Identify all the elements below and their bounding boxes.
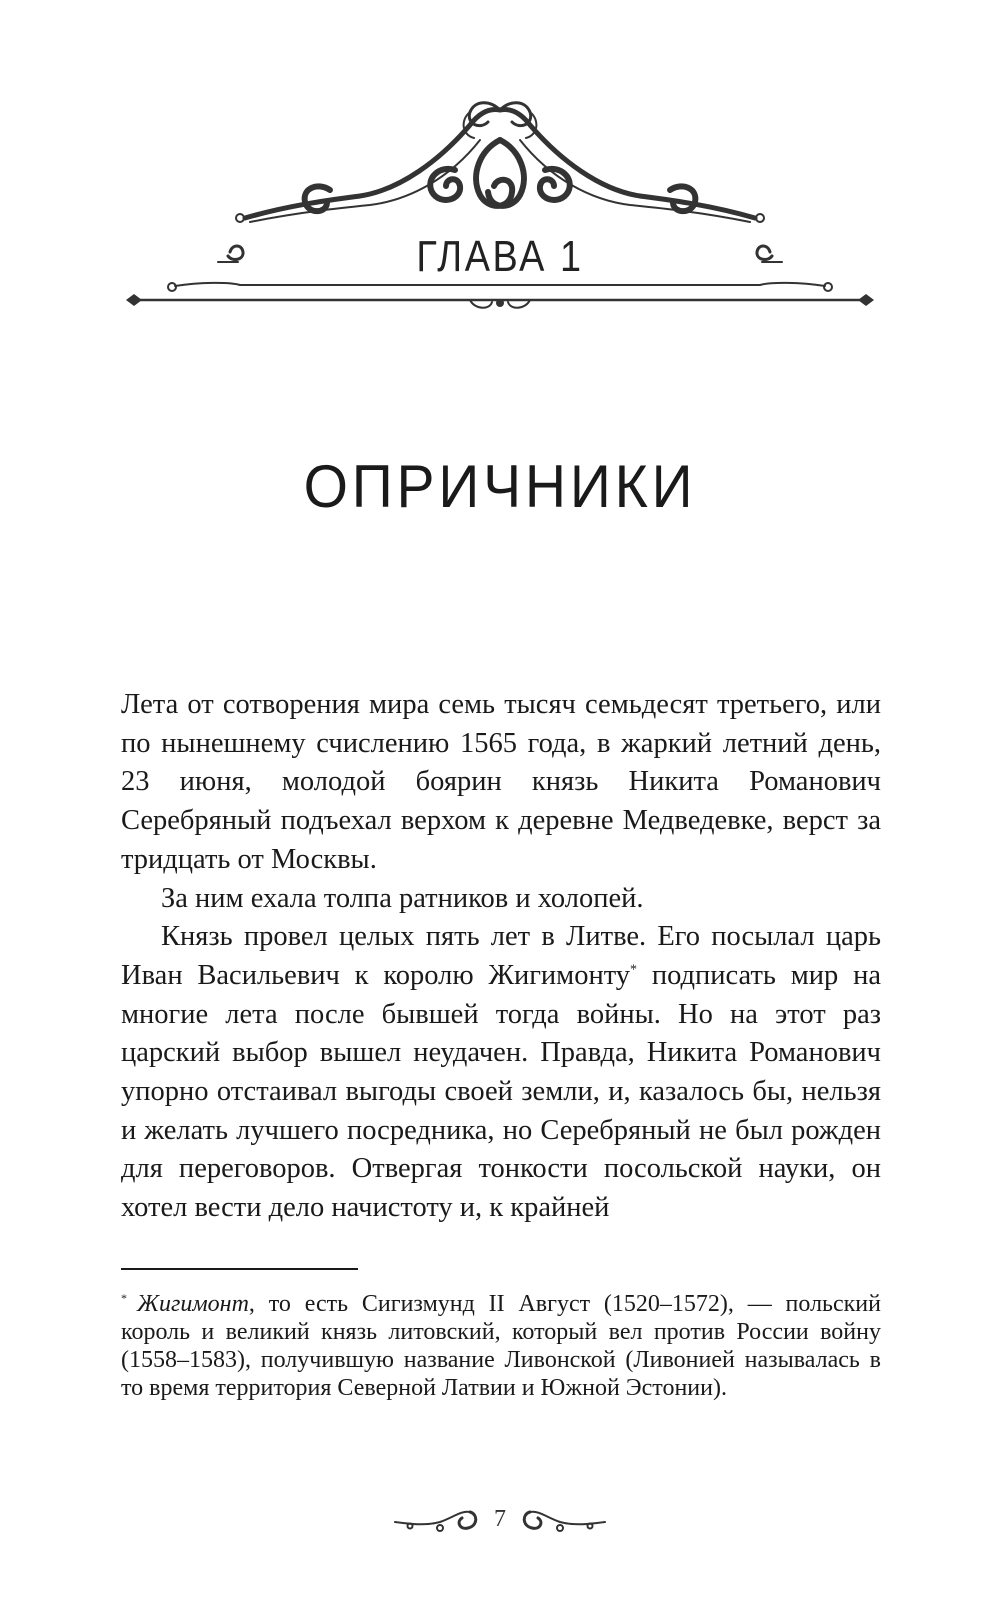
chapter-ornament-frame [0, 0, 1000, 340]
footnote [121, 1290, 881, 1402]
paragraph-2: За ним ехала толпа ратников и холопей. [161, 882, 644, 914]
paragraph-3-part-1: Князь провел целых пять лет в Литве. Его посылал царь Иван Васильевич к королю Жигимонту [121, 921, 881, 991]
body-text [121, 686, 881, 1228]
paragraph-3-part-2: подписать мир на многие лета после бывшей тогда войны. Но на этот раз царский выбор вышел неудачен. Правда, Никита Романович упорно отстаивал выгоды своей земли, и, казалось бы, нельзя и желать лучшего посредника, но Серебряный не был рожден для переговоров. Отвергая тонкости посольской науки, он хотел вести дело начистоту и, к крайней [121, 959, 881, 1224]
paragraph-3 [121, 918, 881, 1228]
footnote-divider [121, 1268, 358, 1270]
footnote-text: , то есть Сигизмунд II Август (1520–1572), — польский король и великий князь литовский, который вел против России войну (1558–1583), получившую название Ливонской (Ливонией называлась в то время территория Северной Латвии и Южной Эстонии). [121, 1291, 881, 1401]
footnote-mark: * [121, 1291, 127, 1305]
page-number: 7 [494, 1506, 506, 1532]
footnote-term: Жигимонт [137, 1291, 249, 1317]
chapter-title: ОПРИЧНИКИ [303, 453, 697, 520]
chapter-label: ГЛАВА 1 [416, 232, 584, 281]
footnote-reference[interactable]: * [630, 962, 638, 978]
paragraph-1: Лета от сотворения мира семь тысяч семьдесят третьего, или по нынешнему счислению 1565 года, в жаркий летний день, 23 июня, молодой боярин князь Никита Романович Серебряный подъехал верхом к деревне Медведевке, верст за тридцать от Москвы. [121, 689, 881, 875]
